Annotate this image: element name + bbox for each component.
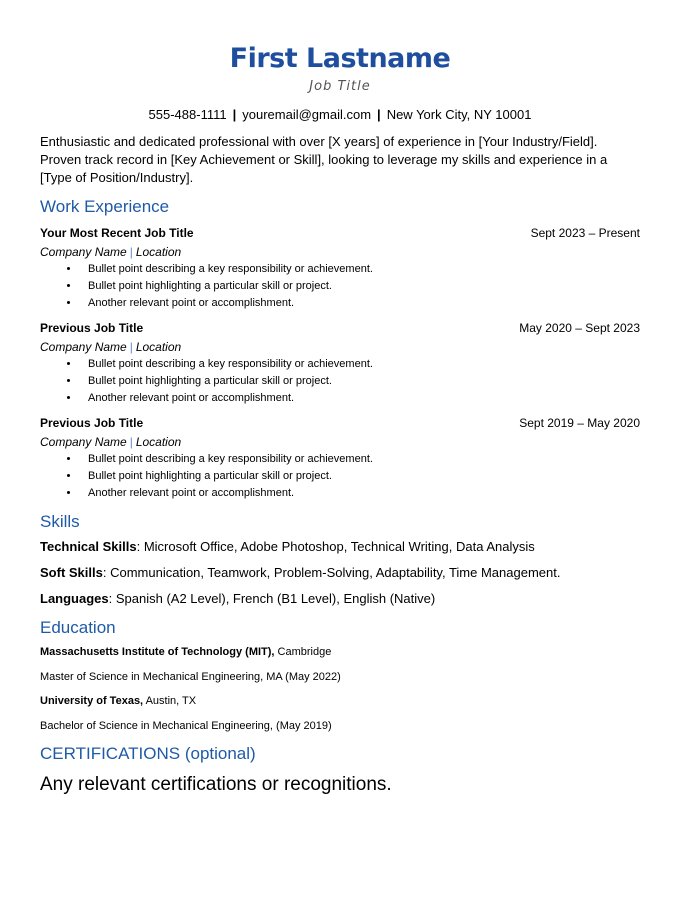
separator: |: [232, 107, 237, 122]
job-entry: [40, 415, 640, 502]
job-entry-dates: May 2020 – Sept 2023: [519, 321, 640, 335]
company-separator: |: [129, 435, 133, 449]
job-entry-company: [40, 434, 640, 450]
job-bullets: [40, 356, 640, 407]
work-experience-heading: Work Experience: [40, 197, 170, 216]
school-name: University of Texas,: [40, 695, 144, 707]
candidate-name: First Lastname: [229, 43, 451, 74]
job-entry-title: Your Most Recent Job Title: [40, 226, 194, 240]
bullet-item: • Bullet point highlighting a particular skill or project.: [80, 468, 640, 485]
bullet-item: • Bullet point describing a key responsibility or achievement.: [80, 356, 640, 373]
bullet-item: • Another relevant point or accomplishment.: [80, 295, 640, 312]
contact-line: [40, 107, 640, 122]
education-school: [40, 693, 640, 709]
job-entry-title: Previous Job Title: [40, 416, 144, 430]
bullet-item: • Another relevant point or accomplishment.: [80, 485, 640, 502]
bullet-item: • Another relevant point or accomplishment.: [80, 390, 640, 407]
job-title: Job Title: [309, 79, 371, 94]
job-entry-company: [40, 339, 640, 355]
company-separator: |: [129, 245, 133, 259]
skill-value: : Microsoft Office, Adobe Photoshop, Technical Writing, Data Analysis: [136, 539, 535, 554]
bullet-item: • Bullet point highlighting a particular skill or project.: [80, 278, 640, 295]
skill-label: Soft Skills: [40, 565, 103, 580]
skill-line: [40, 564, 640, 582]
education-degree: Bachelor of Science in Mechanical Engineering, (May 2019): [40, 720, 332, 732]
bullet-item: • Bullet point highlighting a particular skill or project.: [80, 373, 640, 390]
school-name: Massachusetts Institute of Technology (MIT),: [40, 646, 275, 658]
company-location: Location: [135, 340, 182, 354]
company-name: Company Name: [40, 435, 127, 449]
job-entry-dates: Sept 2023 – Present: [530, 226, 640, 240]
education-heading: Education: [40, 618, 116, 637]
job-entry: [40, 320, 640, 407]
bullet-item: • Bullet point describing a key responsibility or achievement.: [80, 261, 640, 278]
education-degree: Master of Science in Mechanical Engineering, MA (May 2022): [40, 671, 341, 683]
school-place: Austin, TX: [143, 695, 197, 707]
phone: 555-488-1111: [148, 107, 227, 122]
company-location: Location: [135, 245, 182, 259]
skill-line: [40, 538, 640, 556]
job-bullets: [40, 451, 640, 502]
separator: |: [377, 107, 381, 122]
job-entry-dates: Sept 2019 – May 2020: [519, 416, 640, 430]
job-entry: [40, 225, 640, 312]
job-bullets: [40, 261, 640, 312]
skill-label: Technical Skills: [40, 539, 137, 554]
company-location: Location: [135, 435, 182, 449]
company-name: Company Name: [40, 245, 127, 259]
email: youremail@gmail.com: [242, 107, 372, 122]
skill-value: : Communication, Teamwork, Problem-Solving, Adaptability, Time Management.: [102, 565, 561, 580]
job-entry-title: Previous Job Title: [40, 321, 144, 335]
certifications-heading: CERTIFICATIONS (optional): [40, 744, 256, 763]
summary: Enthusiastic and dedicated professional with over [X years] of experience in [Your Industry/Field]. Proven track record in [Key Achievement or Skill], looking to leverage my skills and experience in a [Type of Position/Industry].: [40, 134, 608, 185]
skill-value: : Spanish (A2 Level), French (B1 Level), English (Native): [108, 591, 436, 606]
company-name: Company Name: [40, 340, 127, 354]
skill-line: [40, 590, 640, 608]
skills-heading: Skills: [40, 512, 80, 531]
certifications-text: Any relevant certifications or recognitions.: [40, 774, 392, 795]
bullet-item: • Bullet point describing a key responsibility or achievement.: [80, 451, 640, 468]
school-place: Cambridge: [274, 646, 332, 658]
education-school: [40, 644, 640, 660]
job-entry-company: [40, 244, 640, 260]
company-separator: |: [129, 340, 133, 354]
resume-page: [0, 43, 680, 923]
skill-label: Languages: [40, 591, 109, 606]
location: New York City, NY 10001: [386, 107, 532, 122]
